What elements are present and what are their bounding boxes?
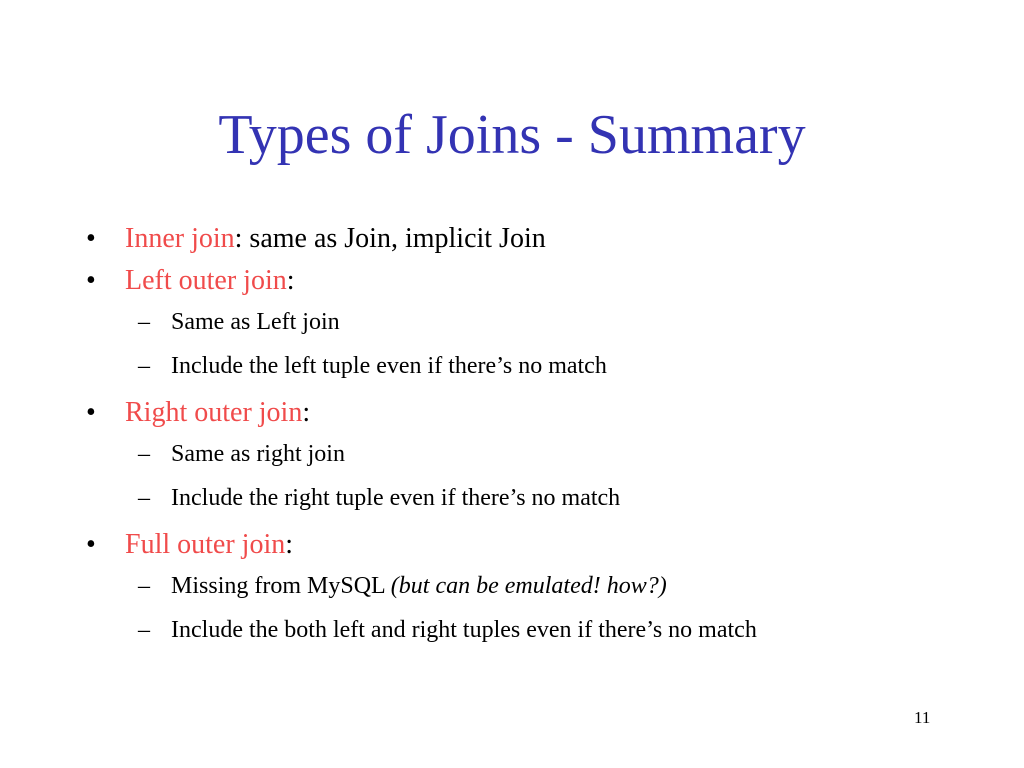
sub-bullet — [86, 436, 986, 480]
sub-bullet — [86, 348, 986, 392]
page-number: 11 — [914, 708, 931, 727]
sub-bullet-text: Include the right tuple even if there’s no match — [171, 485, 621, 511]
bullet-text: : same as Join, implicit Join — [234, 223, 546, 254]
sub-bullet — [86, 568, 986, 612]
sub-bullet-text: Missing from MySQL — [171, 573, 391, 599]
sub-bullet — [86, 612, 986, 652]
slide-title: Types of Joins - Summary — [218, 104, 806, 166]
bullet-marker: • — [86, 529, 96, 560]
sub-bullet — [86, 304, 986, 348]
bullet-text: : — [302, 397, 311, 428]
sub-bullet — [86, 480, 986, 524]
bullet-marker: • — [86, 223, 96, 254]
bullet-marker: • — [86, 265, 96, 296]
bullet-marker: • — [86, 397, 96, 428]
term-full-outer-join: Full outer join — [125, 529, 286, 560]
sub-bullet-marker: – — [138, 309, 150, 335]
sub-bullet-text: Include the left tuple even if there’s no match — [171, 353, 607, 379]
bullet-full-outer-join — [86, 524, 986, 566]
term-left-outer-join: Left outer join — [125, 265, 287, 296]
bullet-right-outer-join — [86, 392, 986, 434]
bullet-list — [86, 218, 986, 652]
sub-bullet-marker: – — [138, 617, 150, 643]
sub-bullet-marker: – — [138, 441, 150, 467]
sub-bullet-marker: – — [138, 485, 150, 511]
sub-bullet-italic-text: (but can be emulated! how?) — [390, 573, 667, 599]
sub-bullet-marker: – — [138, 353, 150, 379]
term-right-outer-join: Right outer join — [125, 397, 303, 428]
bullet-text: : — [286, 265, 295, 296]
sub-bullet-text: Include the both left and right tuples even if there’s no match — [171, 617, 757, 643]
bullet-inner-join — [86, 218, 986, 260]
bullet-text: : — [285, 529, 294, 560]
sub-bullet-text: Same as right join — [171, 441, 345, 467]
sub-bullet-marker: – — [138, 573, 150, 599]
sub-bullet-text: Same as Left join — [171, 309, 340, 335]
bullet-left-outer-join — [86, 260, 986, 302]
term-inner-join: Inner join — [125, 223, 235, 254]
